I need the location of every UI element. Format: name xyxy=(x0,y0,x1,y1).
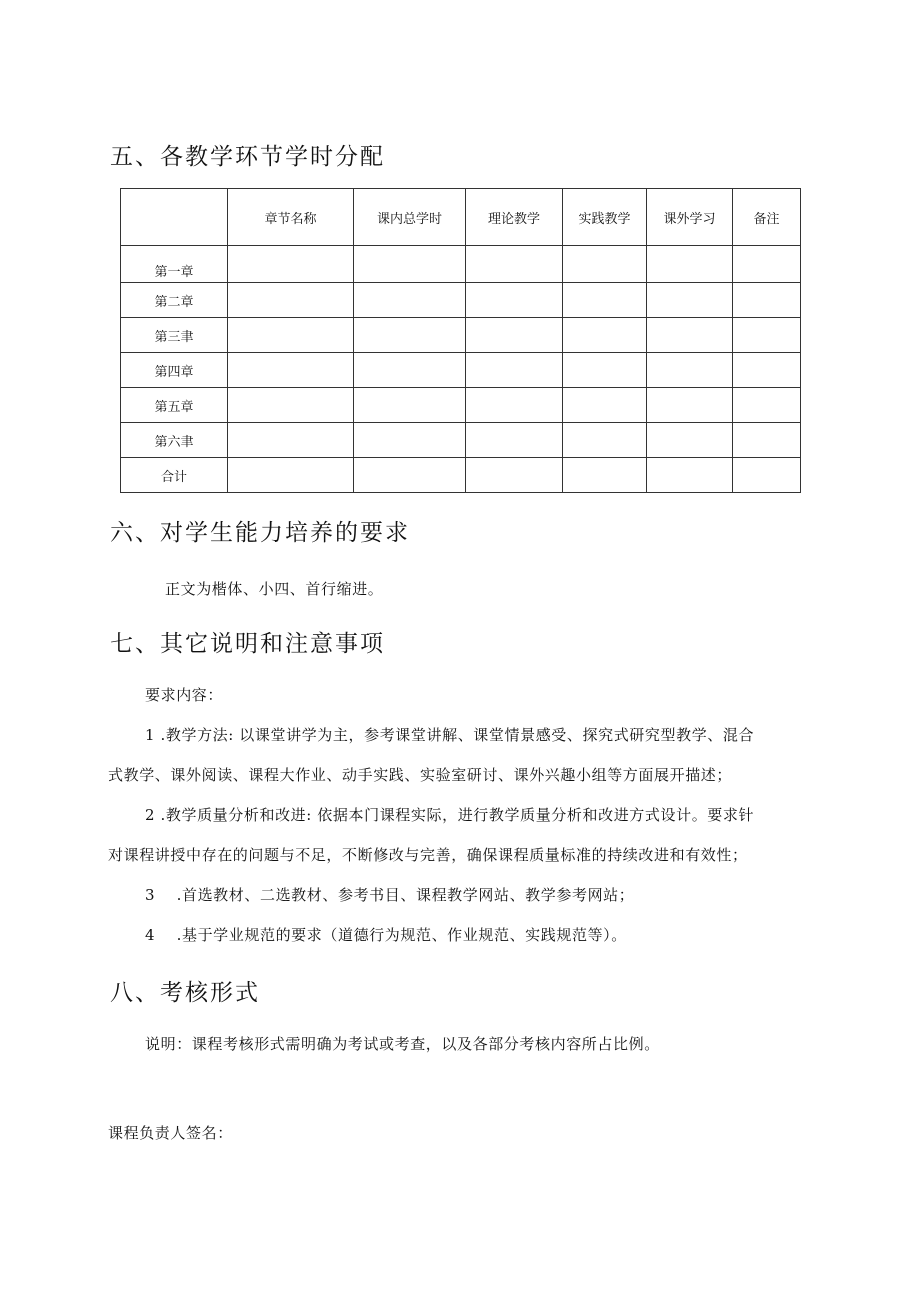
table-row xyxy=(121,353,801,388)
header-cell: 理论教学 xyxy=(466,189,563,246)
section-7-title: 七、其它说明和注意事项 xyxy=(110,631,385,657)
header-cell: 实践教学 xyxy=(563,189,647,246)
row-label: 第四章 xyxy=(121,353,228,388)
table-header-row xyxy=(121,189,801,246)
hours-allocation-table xyxy=(120,188,801,493)
row-label: 第三聿 xyxy=(121,318,228,353)
table-row xyxy=(121,423,801,458)
table-row xyxy=(121,458,801,493)
item-2-line-1: 2 .教学质量分析和改进: 依据本门课程实际，进行教学质量分析和改进方式设计。要求针 xyxy=(145,806,755,824)
signature-label: 课程负责人签名： xyxy=(108,1124,233,1142)
header-cell: 备注 xyxy=(733,189,801,246)
table-row xyxy=(121,246,801,283)
row-label: 第五章 xyxy=(121,388,228,423)
header-cell: 课外学习 xyxy=(647,189,733,246)
header-cell: 课内总学时 xyxy=(354,189,466,246)
item-4: 4 .基于学业规范的要求（道德行为规范、作业规范、实践规范等）。 xyxy=(145,926,627,944)
section-8-title: 八、考核形式 xyxy=(110,980,260,1006)
table-row xyxy=(121,318,801,353)
item-2-line-2: 对课程讲授中存在的问题与不足，不断修改与完善，确保课程质量标准的持续改进和有效性； xyxy=(108,846,748,864)
section-8-body: 说明：课程考核形式需明确为考试或考查，以及各部分考核内容所占比例。 xyxy=(145,1035,660,1053)
section-6-title: 六、对学生能力培养的要求 xyxy=(110,520,410,546)
item-1-line-1: 1 .教学方法: 以课堂讲学为主，参考课堂讲解、课堂情景感受、探究式研究型教学、混合 xyxy=(145,726,755,744)
row-label: 合计 xyxy=(121,458,228,493)
item-1-line-2: 式教学、课外阅读、课程大作业、动手实践、实验室研讨、课外兴趣小组等方面展开描述； xyxy=(108,766,733,784)
section-5-title: 五、各教学环节学时分配 xyxy=(110,144,385,170)
section-7-intro: 要求内容： xyxy=(145,686,224,704)
row-label: 第二章 xyxy=(121,283,228,318)
row-label: 第一章 xyxy=(121,246,228,283)
row-label: 第六聿 xyxy=(121,423,228,458)
header-cell: 章节名称 xyxy=(228,189,354,246)
section-6-body: 正文为楷体、小四、首行缩进。 xyxy=(165,580,384,598)
header-cell xyxy=(121,189,228,246)
table-row xyxy=(121,283,801,318)
table-row xyxy=(121,388,801,423)
item-3: 3 .首选教材、二选教材、参考书目、课程教学网站、教学参考网站； xyxy=(145,886,635,904)
